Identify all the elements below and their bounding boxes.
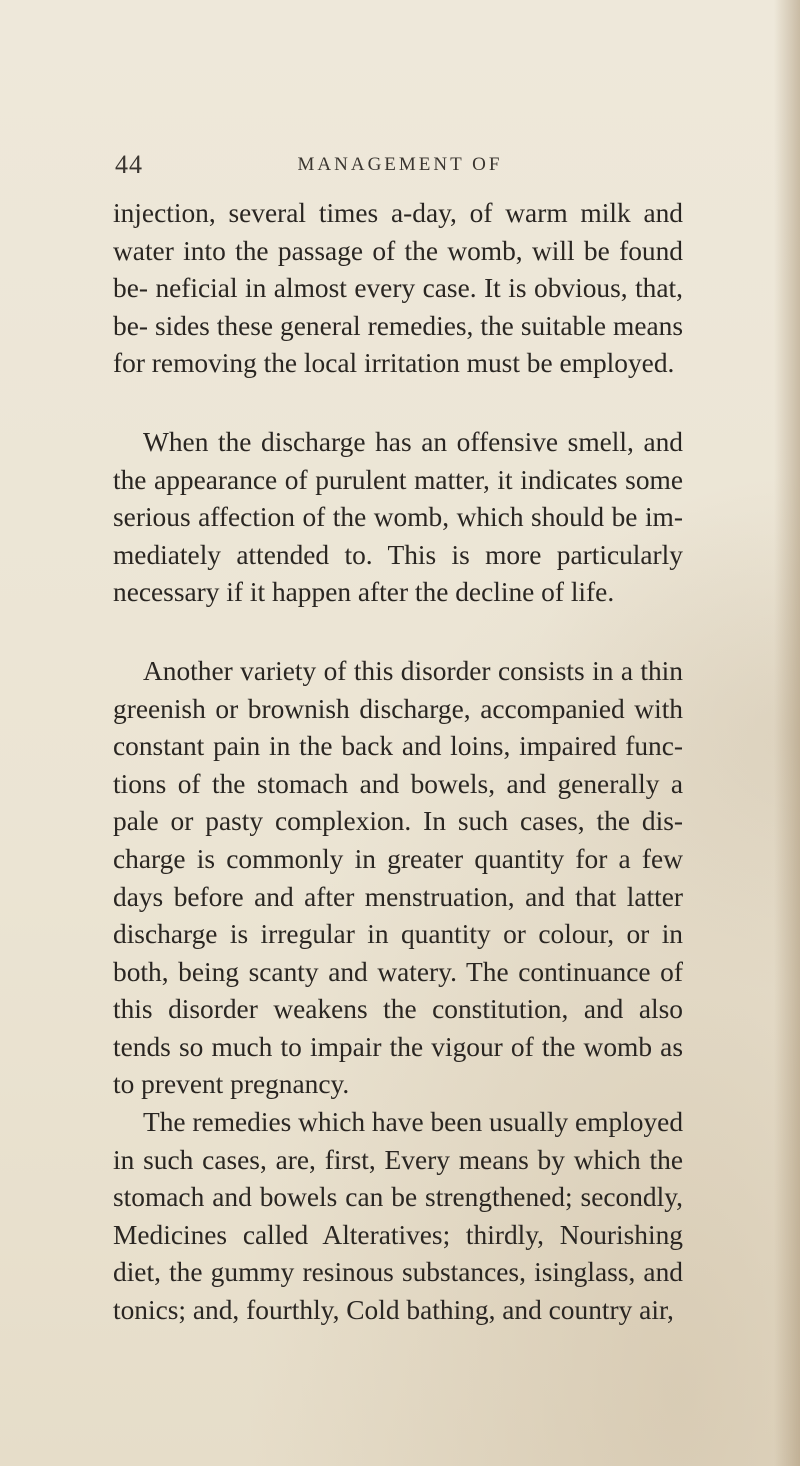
body-text [113, 195, 683, 1330]
paragraph-1: injection, several times a-day, of warm milk and water into the passage of the womb, will be found be- neficial in almost every case. It is obvious, that, be- sides these general remedies, the suitable means for removing the local irritation must be employed. [113, 198, 683, 379]
paragraph-2: When the discharge has an offensive smell, and the appearance of purulent matter, it indicates some serious affection of the womb, which should be im- mediately attended to. This is more particularly necessary if it happen after the decline of life. [113, 426, 683, 608]
running-head: MANAGEMENT OF [297, 154, 503, 175]
page-header [115, 150, 685, 184]
paragraph-gap [113, 383, 683, 424]
paragraph-4: The remedies which have been usually employed in such cases, are, first, Every means by which the stomach and bowels can be strengthened; secondly, Medicines called Alteratives; thirdly, Nourishing diet, the gummy resinous substances, isinglass, and tonics; and, fourthly, Cold bathing, and country air, [113, 1107, 684, 1326]
paragraph-gap [113, 612, 683, 653]
page-number: 44 [115, 150, 143, 179]
page-edge-shadow [774, 0, 800, 1466]
paragraph-3: Another variety of this disorder consists in a thin greenish or brownish discharge, accompanied with constant pain in the back and loins, impaired func- tions of the stomach and bowels, and generally a pale or pasty complexion. In such cases, the dis- charge is commonly in greater quantity for a few days before and after menstruation, and that latter discharge is irregular in quantity or colour, or in both, being scanty and watery. The continuance of this disorder weakens the constitution, and also tends so much to impair the vigour of the womb as to prevent pregnancy. [113, 655, 683, 1100]
